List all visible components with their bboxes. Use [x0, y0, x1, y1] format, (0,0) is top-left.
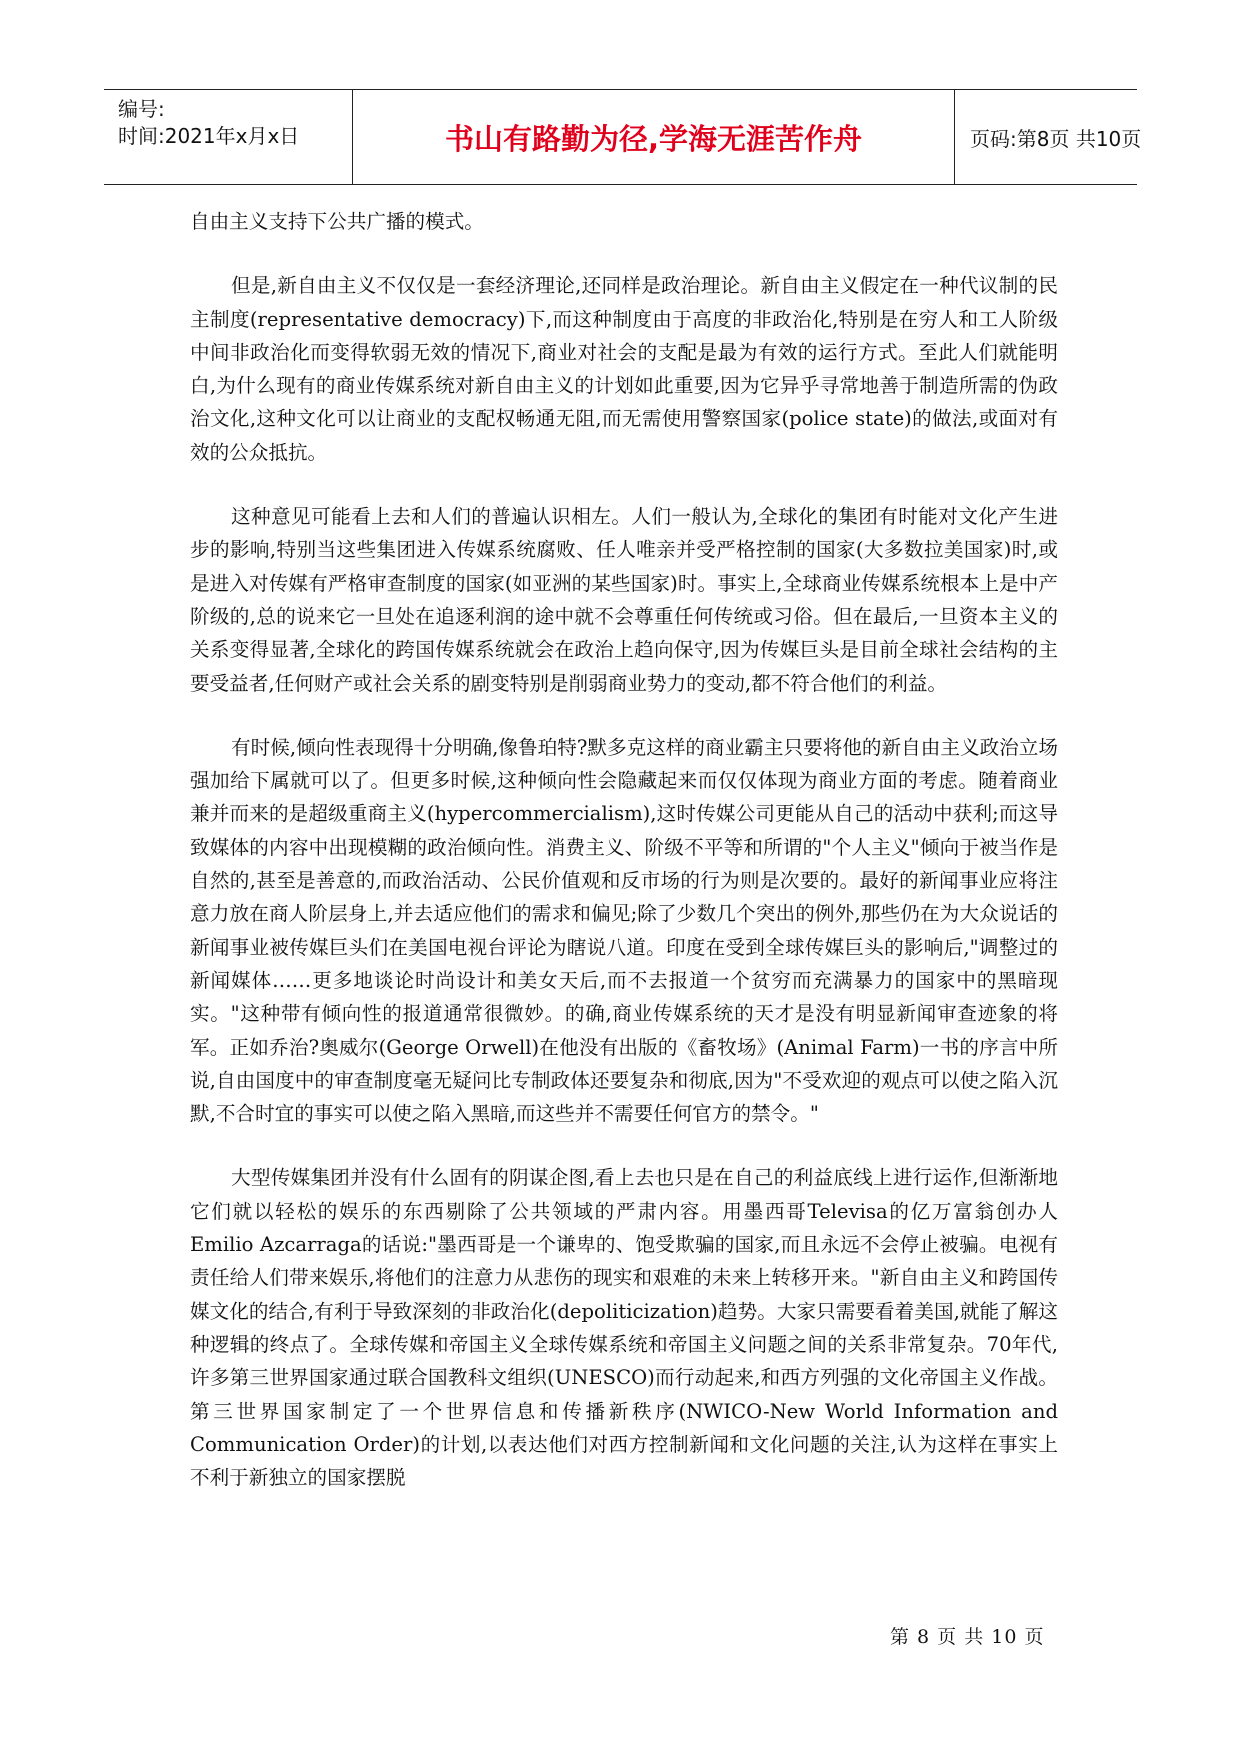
- paragraph: 大型传媒集团并没有什么固有的阴谋企图,看上去也只是在自己的利益底线上进行运作,但渐渐地它们就以轻松的娱乐的东西剔除了公共领域的严肃内容。用墨西哥Televisa的亿万富翁创办人Emilio Azcarraga的话说:"墨西哥是一个谦卑的、饱受欺骗的国家,而且永远不会停止被骗。电视有责任给人们带来娱乐,将他们的注意力从悲伤的现实和艰难的未来上转移开来。"新自由主义和跨国传媒文化的结合,有利于导致深刻的非政治化(depoliticization)趋势。大家只需要看着美国,就能了解这种逻辑的终点了。全球传媒和帝国主义全球传媒系统和帝国主义问题之间的关系非常复杂。70年代,许多第三世界国家通过联合国教科文组织(UNESCO)而行动起来,和西方列强的文化帝国主义作战。第三世界国家制定了一个世界信息和传播新秩序(NWICO-New World Information and Communication Order)的计划,以表达他们对西方控制新闻和文化问题的关注,认为这样在事实上不利于新独立的国家摆脱: [190, 1166, 1058, 1490]
- page-header: [104, 89, 1142, 185]
- document-time-label: 时间:2021年x月x日: [118, 124, 300, 148]
- page-footer: 第 8 页 共 10 页: [890, 1626, 1045, 1648]
- header-meta: [104, 90, 306, 184]
- header-page-number: 页码:第8页 共10页: [970, 126, 1142, 151]
- document-body: [190, 205, 1058, 1494]
- header-motto: 书山有路勤为径,学海无涯苦作舟: [444, 121, 863, 156]
- paragraph: 有时候,倾向性表现得十分明确,像鲁珀特?默多克这样的商业霸主只要将他的新自由主义政治立场强加给下属就可以了。但更多时候,这种倾向性会隐藏起来而仅仅体现为商业方面的考虑。随着商业兼并而来的是超级重商主义(hypercommercialism),这时传媒公司更能从自己的活动中获利;而这导致媒体的内容中出现模糊的政治倾向性。消费主义、阶级不平等和所谓的"个人主义"倾向于被当作是自然的,甚至是善意的,而政治活动、公民价值观和反市场的行为则是次要的。最好的新闻事业应将注意力放在商人阶层身上,并去适应他们的需求和偏见;除了少数几个突出的例外,那些仍在为大众说话的新闻事业被传媒巨头们在美国电视台评论为瞎说八道。印度在受到全球传媒巨头的影响后,"调整过的新闻媒体……更多地谈论时尚设计和美女天后,而不去报道一个贫穷而充满暴力的国家中的黑暗现实。"这种带有倾向性的报道通常很微妙。的确,商业传媒系统的天才是没有明显新闻审查迹象的将军。正如乔治?奥威尔(George Orwell)在他没有出版的《畜牧场》(Animal Farm)一书的序言中所说,自由国度中的审查制度毫无疑问比专制政体还要复杂和彻底,因为"不受欢迎的观点可以使之陷入沉默,不合时宜的事实可以使之陷入黑暗,而这些并不需要任何官方的禁令。": [190, 735, 1058, 1126]
- paragraph: 但是,新自由主义不仅仅是一套经济理论,还同样是政治理论。新自由主义假定在一种代议制的民主制度(representative democracy)下,而这种制度由于高度的非政治化,特别是在穷人和工人阶级中间非政治化而变得软弱无效的情况下,商业对社会的支配是最为有效的运行方式。至此人们就能明白,为什么现有的商业传媒系统对新自由主义的计划如此重要,因为它异乎寻常地善于制造所需的伪政治文化,这种文化可以让商业的支配权畅通无阻,而无需使用警察国家(police state)的做法,或面对有效的公众抵抗。: [190, 274, 1058, 464]
- paragraph: 自由主义支持下公共广播的模式。: [190, 210, 484, 233]
- document-number-label: 编号:: [118, 97, 165, 121]
- paragraph: 这种意见可能看上去和人们的普遍认识相左。人们一般认为,全球化的集团有时能对文化产生进步的影响,特别当这些集团进入传媒系统腐败、任人唯亲并受严格控制的国家(大多数拉美国家)时,或是进入对传媒有严格审查制度的国家(如亚洲的某些国家)时。事实上,全球商业传媒系统根本上是中产阶级的,总的说来它一旦处在追逐利润的途中就不会尊重任何传统或习俗。但在最后,一旦资本主义的关系变得显著,全球化的跨国传媒系统就会在政治上趋向保守,因为传媒巨头是目前全球社会结构的主要受益者,任何财产或社会关系的剧变特别是削弱商业势力的变动,都不符合他们的利益。: [190, 505, 1058, 695]
- header-motto-cell: [352, 90, 955, 184]
